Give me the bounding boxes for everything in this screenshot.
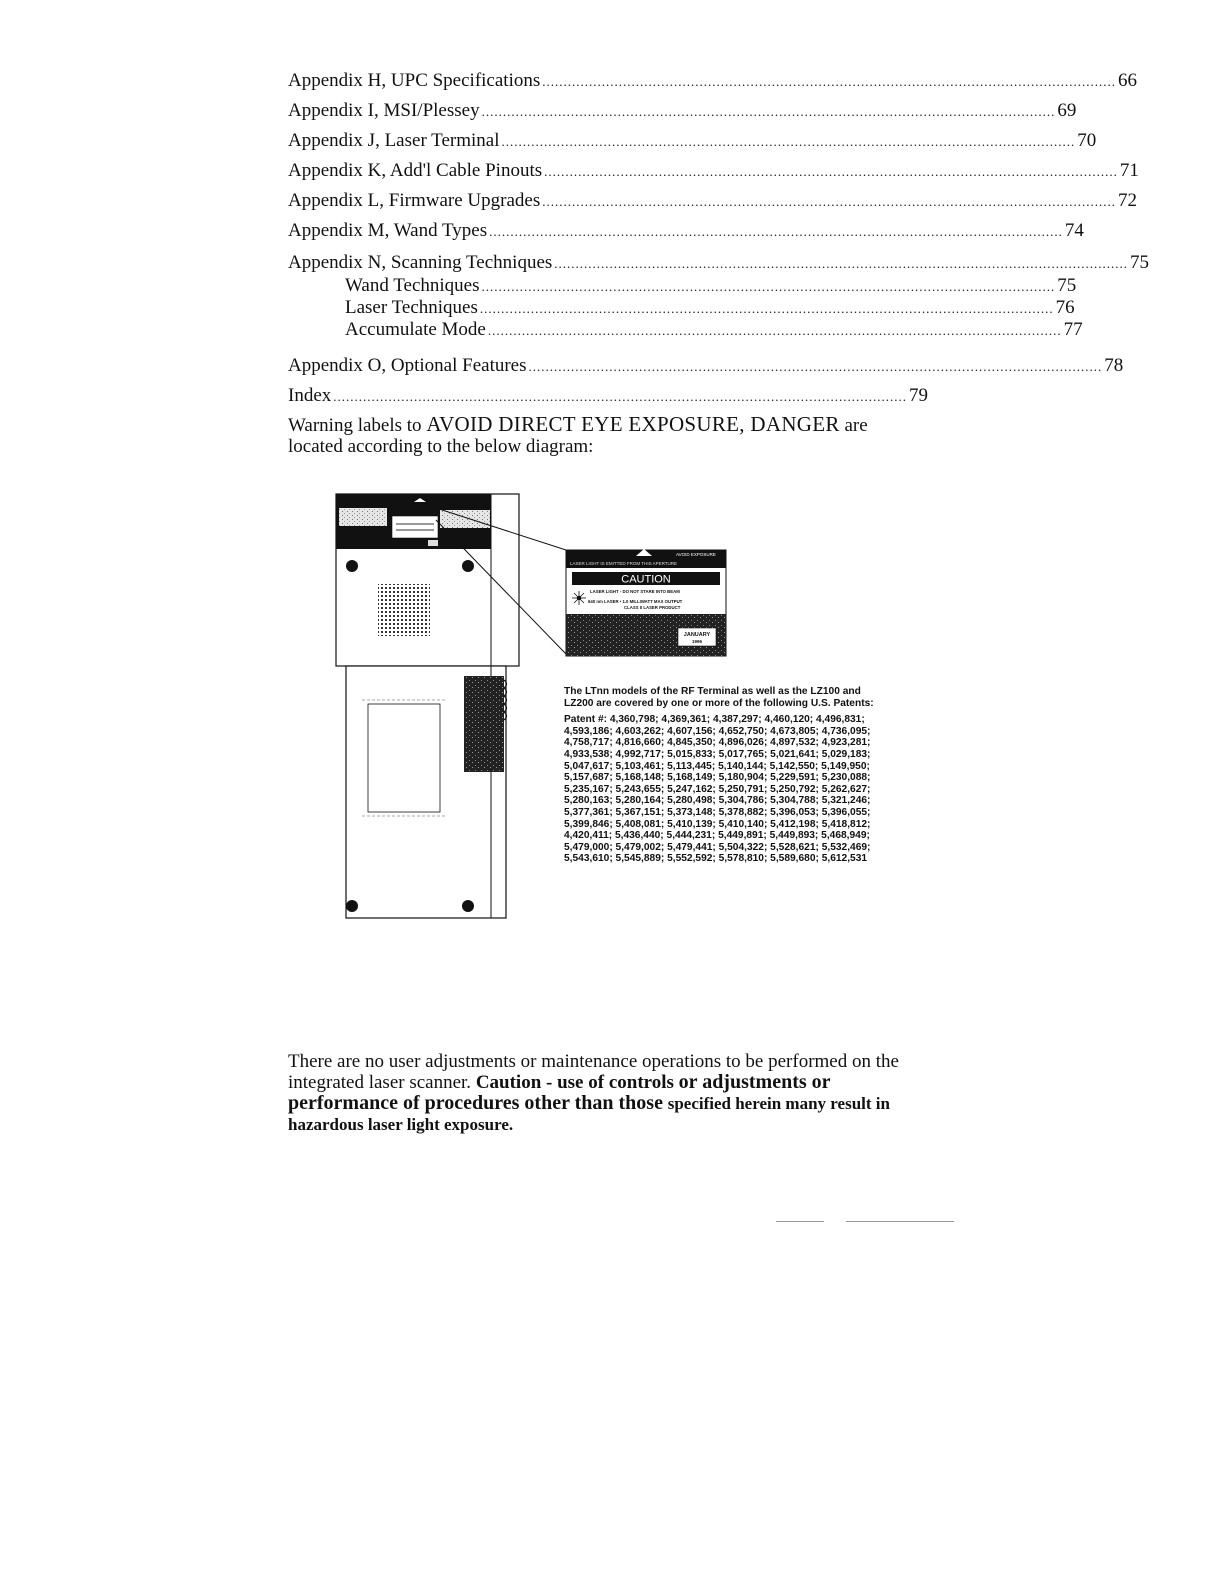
toc-entry-page: 75	[1130, 252, 1150, 273]
toc-entry[interactable]	[288, 66, 1138, 96]
toc-subentry-page: 75	[1057, 275, 1077, 296]
toc-entry-page: 70	[1077, 130, 1097, 151]
toc-leader-dots: .......................................................................................................................................	[333, 389, 908, 404]
label-line3: CLASS II LASER PRODUCT	[624, 605, 681, 610]
caution-text-part3: or adjustments or performance of procedures other than those	[288, 1071, 831, 1114]
toc-entry-page: 72	[1117, 190, 1137, 211]
toc-entry-page: 66	[1118, 70, 1138, 91]
terminal-bottom-view	[346, 666, 507, 918]
toc-leader-dots: .......................................................................................................................................	[528, 359, 1103, 374]
toc-entry-title: Appendix M, Wand Types	[288, 220, 488, 241]
caution-text-part4: specified herein many result in hazardous laser light exposure.	[288, 1094, 890, 1134]
toc-leader-dots: .......................................................................................................................................	[481, 104, 1056, 119]
toc-entry-title: Appendix H, UPC Specifications	[288, 70, 541, 91]
patent-intro: The LTnn models of the RF Terminal as well as the LZ100 and LZ200 are covered by one or more of the following U.S. Patents:	[564, 686, 874, 709]
toc-leader-dots: .......................................................................................................................................	[487, 323, 1062, 338]
toc-entry-title: Appendix N, Scanning Techniques	[288, 252, 553, 273]
toc-leader-dots: .......................................................................................................................................	[542, 194, 1116, 209]
warning-paragraph	[288, 414, 906, 457]
toc-entry-page: 69	[1057, 100, 1077, 121]
scan-artifact-line	[846, 1221, 954, 1222]
toc-entry[interactable]	[288, 351, 1124, 381]
toc-leader-dots: .......................................................................................................................................	[542, 74, 1117, 89]
scan-artifact-line	[776, 1221, 824, 1222]
laser-starburst-icon	[572, 591, 586, 605]
label-header-line2: LASER LIGHT IS EMITTED FROM THIS APERTURE	[570, 561, 678, 566]
toc-entry-title: Appendix J, Laser Terminal	[288, 130, 500, 151]
toc-subentry-page: 76	[1055, 297, 1075, 318]
toc-subentry-title: Wand Techniques	[345, 275, 480, 296]
terminal-top-view	[336, 494, 519, 672]
warning-suffix: are located according to the below diagram:	[288, 415, 868, 457]
toc-leader-dots: .......................................................................................................................................	[479, 301, 1054, 316]
patent-list: Patent #: 4,360,798; 4,369,361; 4,387,297; 4,460,120; 4,496,831; 4,593,186; 4,603,262; 4,607,156; 4,652,750; 4,673,805; 4,736,095; 4,758,717; 4,816,660; 4,845,350; 4,896,026; 4,897,532; 4,923,281; 4,933,538; 4,992,717; 5,015,833; 5,017,765; 5,021,641; 5,029,183; 5,047,617; 5,103,461; 5,113,445; 5,140,144; 5,142,550; 5,149,950; 5,157,687; 5,168,148; 5,168,149; 5,180,904; 5,229,591; 5,230,088; 5,235,167; 5,243,655; 5,247,162; 5,250,791; 5,250,792; 5,262,627; 5,280,163; 5,280,164; 5,280,498; 5,304,786; 5,304,788; 5,321,246; 5,377,361; 5,367,151; 5,373,148; 5,378,882; 5,396,053; 5,396,055; 5,399,846; 5,408,081; 5,410,139; 5,410,140; 5,412,198; 5,418,812; 4,420,411; 5,436,440; 5,444,231; 5,449,891; 5,449,893; 5,468,949; 5,479,000; 5,479,002; 5,479,441; 5,504,322; 5,528,621; 5,532,469; 5,543,610; 5,545,889; 5,552,592; 5,578,810; 5,589,680; 5,612,531	[564, 714, 871, 865]
toc-subentry[interactable]	[288, 319, 1083, 341]
toc-entry[interactable]	[288, 252, 1150, 275]
label-date-month: JANUARY	[683, 632, 711, 638]
toc-entry-title: Index	[288, 385, 332, 406]
toc-entry[interactable]	[288, 96, 1077, 126]
toc-entry-page: 74	[1064, 220, 1084, 241]
toc-subentry[interactable]	[288, 297, 1075, 319]
toc-subentry-title: Accumulate Mode	[345, 319, 486, 340]
caution-paragraph	[288, 1051, 906, 1135]
label-line1: LASER LIGHT - DO NOT STARE INTO BEAM	[590, 589, 680, 594]
toc-leader-dots: .......................................................................................................................................	[554, 256, 1129, 271]
toc-entry-title: Appendix L, Firmware Upgrades	[288, 190, 541, 211]
toc-entry-page: 71	[1119, 160, 1139, 181]
toc-entry[interactable]	[288, 381, 929, 411]
caution-label	[566, 549, 726, 656]
toc-entry-page: 79	[909, 385, 929, 406]
caution-text-part2: Caution - use of controls	[475, 1072, 674, 1093]
patent-notice	[564, 686, 884, 865]
toc-entry[interactable]	[288, 216, 1084, 246]
toc-leader-dots: .......................................................................................................................................	[544, 164, 1118, 179]
toc-leader-dots: .......................................................................................................................................	[489, 224, 1063, 239]
toc-entry[interactable]	[288, 156, 1139, 186]
label-header-line1: AVOID EXPOSURE	[676, 552, 716, 557]
toc-subentry[interactable]	[288, 275, 1077, 297]
label-line2: 640 nm LASER • 1.0 MILLIWATT MAX OUTPUT	[588, 599, 683, 604]
label-caution: CAUTION	[621, 573, 671, 586]
toc-entry-title: Appendix I, MSI/Plessey	[288, 100, 480, 121]
toc-entry-title: Appendix K, Add'l Cable Pinouts	[288, 160, 543, 181]
toc-subentry-title: Laser Techniques	[345, 297, 478, 318]
toc-leader-dots: .......................................................................................................................................	[481, 279, 1056, 294]
table-of-contents	[288, 66, 1150, 411]
toc-leader-dots: .......................................................................................................................................	[501, 134, 1076, 149]
warning-caps: AVOID DIRECT EYE EXPOSURE, DANGER	[426, 412, 840, 436]
toc-entry[interactable]	[288, 186, 1137, 216]
warning-prefix: Warning labels to	[288, 415, 422, 436]
label-date-year: 1996	[691, 639, 703, 644]
toc-entry[interactable]	[288, 126, 1097, 156]
toc-entry-page: 78	[1104, 355, 1124, 376]
toc-entry-title: Appendix O, Optional Features	[288, 355, 527, 376]
toc-subentry-page: 77	[1063, 319, 1083, 340]
caution-text-part1: There are no user adjustments or maintenance operations to be performed on the integrated laser scanner.	[288, 1051, 899, 1093]
